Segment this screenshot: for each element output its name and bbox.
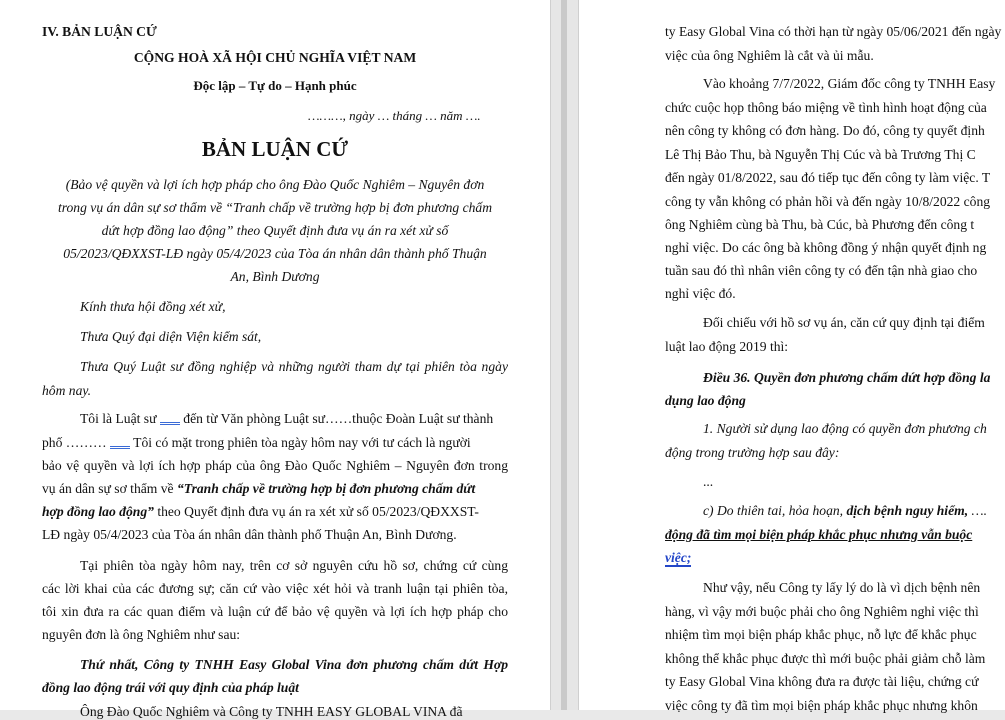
- clause-1-line: 1. Người sử dụng lao động có quyền đơn phương ch: [703, 421, 987, 436]
- clause-c-emphasis: [665, 549, 691, 566]
- paragraph-intro-line: [42, 434, 471, 451]
- intro-text: đến từ Văn phòng Luật sư……thuộc Đoàn Luật sư thành: [183, 411, 494, 426]
- text-line: Đối chiếu với hồ sơ vụ án, căn cứ quy định tại điểm: [703, 315, 985, 330]
- subtitle-line: (Bảo vệ quyền và lợi ích hợp pháp cho ông Đào Quốc Nghiêm – Nguyên đơn: [65, 177, 485, 192]
- text-line: tuần sau đó thì nhân viên công ty có đến tận nhà giao cho: [665, 263, 978, 278]
- text-line: chức cuộc họp thông báo miệng về tình hình hoạt động của: [665, 100, 987, 115]
- text-line: nên công ty không có đơn hàng. Do đó, công ty quyết định: [665, 123, 985, 138]
- greeting-procuracy: Thưa Quý đại diện Viện kiểm sát,: [80, 329, 262, 344]
- text-line: công ty vẫn không có phản hồi và đến ngày 10/8/2022 công: [665, 194, 991, 209]
- intro-text: Tôi là Luật sư: [80, 411, 157, 426]
- paragraph-cut-line: Ông Đào Quốc Nghiêm và Công ty TNHH EASY GLOBAL VINA đã: [80, 704, 463, 719]
- national-title: CỘNG HOÀ XÃ HỘI CHỦ NGHĨA VIỆT NAM: [133, 50, 417, 65]
- text-line: đến ngày 01/8/2022, sau đó tiếp tục đến công ty làm việc. T: [665, 170, 991, 185]
- subtitle-line: An, Bình Dương: [230, 269, 320, 284]
- text-line: ty Easy Global Vina không đưa ra được tài liệu, chứng cứ: [665, 674, 979, 689]
- text-line: hàng, vì vậy mới buộc phải cho ông Nghiêm nghỉ việc thì: [665, 604, 979, 619]
- text-line: Như vậy, nếu Công ty lấy lý do là vì dịch bệnh nên: [703, 580, 981, 595]
- paragraph-basis-line: tôi xin đưa ra các quan điểm và luận cứ để bảo vệ quyền và lợi ích hợp pháp cho: [42, 604, 508, 619]
- text-line: ông Nghiêm cùng bà Thu, bà Cúc, bà Phương đến công t: [665, 217, 975, 232]
- intro-text: phố ………: [42, 435, 107, 450]
- text-line: nhiệm tìm mọi biện pháp khắc phục, nỗ lực để khắc phục: [665, 627, 977, 642]
- text-line: nghỉ việc. Do các ông bà không đồng ý nhận quyết định ng: [665, 240, 987, 255]
- intro-text: Tôi có mặt trong phiên tòa ngày hôm nay với tư cách là người: [133, 435, 471, 450]
- case-name-bold: hợp đồng lao động”: [42, 504, 154, 519]
- underlined-link[interactable]: việc;: [665, 550, 692, 565]
- paragraph-basis-line: các lời khai của các đương sự; căn cứ vào việc xét hỏi và tranh luận tại phiên tòa,: [42, 581, 508, 596]
- subtitle-line: dứt hợp đồng lao động” theo Quyết định đưa vụ án ra xét xử số: [101, 223, 449, 238]
- text-line: luật lao động 2019 thì:: [665, 339, 789, 354]
- article-36-heading: Điều 36. Quyền đơn phương chấm dứt hợp đồng la: [703, 370, 991, 385]
- article-36-heading: dụng lao động: [665, 393, 746, 408]
- text-line: ty Easy Global Vina có thời hạn từ ngày 05/06/2021 đến ngày: [665, 24, 1002, 39]
- text-line: việc công ty đã tìm mọi biện pháp khắc phục nhưng khôn: [665, 698, 978, 713]
- paragraph-intro-line: [42, 503, 479, 520]
- subtitle-line: trong vụ án dân sự sơ thẩm về “Tranh chấp về trường hợp bị đơn phương chấm: [57, 200, 493, 215]
- blank-field-marker[interactable]: [160, 414, 180, 425]
- scrollbar[interactable]: [561, 0, 567, 710]
- text-line: việc của ông Nghiêm là cắt và ủi mẫu.: [665, 48, 874, 63]
- paragraph-intro-line: LĐ ngày 05/4/2023 của Tòa án nhân dân thành phố Thuận An, Bình Dương.: [42, 527, 457, 542]
- intro-text: vụ án dân sự sơ thẩm về: [42, 481, 174, 496]
- paragraph-intro-line: [42, 480, 475, 497]
- section-heading: IV. BẢN LUẬN CỨ: [42, 24, 157, 39]
- clause-c-emphasis: dịch bệnh nguy hiểm,: [846, 503, 969, 518]
- first-argument-heading: đồng lao động trái với quy định của pháp luật: [42, 680, 299, 695]
- text-line: Lê Thị Bảo Thu, bà Nguyễn Thị Cúc và bà Trương Thị C: [665, 147, 976, 162]
- greeting-lawyers-cont: hôm nay.: [42, 383, 92, 398]
- motto: Độc lập – Tự do – Hạnh phúc: [193, 78, 357, 93]
- paragraph-basis-line: nguyên đơn là ông Nghiêm như sau:: [42, 627, 241, 642]
- clause-c-line: [703, 502, 987, 519]
- text-line: nghỉ việc đó.: [665, 286, 736, 301]
- clause-c-emphasis: động đã tìm mọi biện pháp khắc phục nhưng vẫn buộc: [665, 527, 973, 542]
- clause-1-line: động trong trường hợp sau đây:: [665, 445, 840, 460]
- first-argument-heading: Thứ nhất, Công ty TNHH Easy Global Vina đơn phương chấm dứt Hợp: [80, 657, 508, 672]
- document-page-right: [578, 0, 1005, 713]
- case-name-bold: “Tranh chấp về trường hợp bị đơn phương chấm dứt: [177, 481, 476, 496]
- greeting-lawyers: Thưa Quý Luật sư đồng nghiệp và những người tham dự tại phiên tòa ngày: [80, 359, 508, 374]
- greeting-council: Kính thưa hội đồng xét xử,: [80, 299, 226, 314]
- clause-c-text: c) Do thiên tai, hỏa hoạn,: [703, 503, 844, 518]
- paragraph-basis-line: Tại phiên tòa ngày hôm nay, trên cơ sở nguyên cứu hồ sơ, chứng cứ cùng: [80, 558, 508, 573]
- document-title: BẢN LUẬN CỨ: [201, 137, 349, 161]
- paragraph-intro-line: [80, 410, 493, 427]
- intro-text: theo Quyết định đưa vụ án ra xét xử số 05/2023/QĐXXST-: [157, 504, 479, 519]
- text-line: Vào khoảng 7/7/2022, Giám đốc công ty TNHH Easy: [703, 76, 996, 91]
- clause-c-text: ….: [971, 503, 987, 518]
- ellipsis: ...: [703, 474, 714, 489]
- subtitle-line: 05/2023/QĐXXST-LĐ ngày 05/4/2023 của Tòa án nhân dân thành phố Thuận: [63, 246, 487, 261]
- date-line: ………, ngày … tháng … năm ….: [308, 108, 481, 123]
- text-line: không thể khắc phục được thì mới buộc phải giảm chỗ làm: [665, 651, 986, 666]
- paragraph-intro-line: bảo vệ quyền và lợi ích hợp pháp của ông Đào Quốc Nghiêm – Nguyên đơn trong: [42, 458, 508, 473]
- blank-field-marker[interactable]: [110, 438, 130, 449]
